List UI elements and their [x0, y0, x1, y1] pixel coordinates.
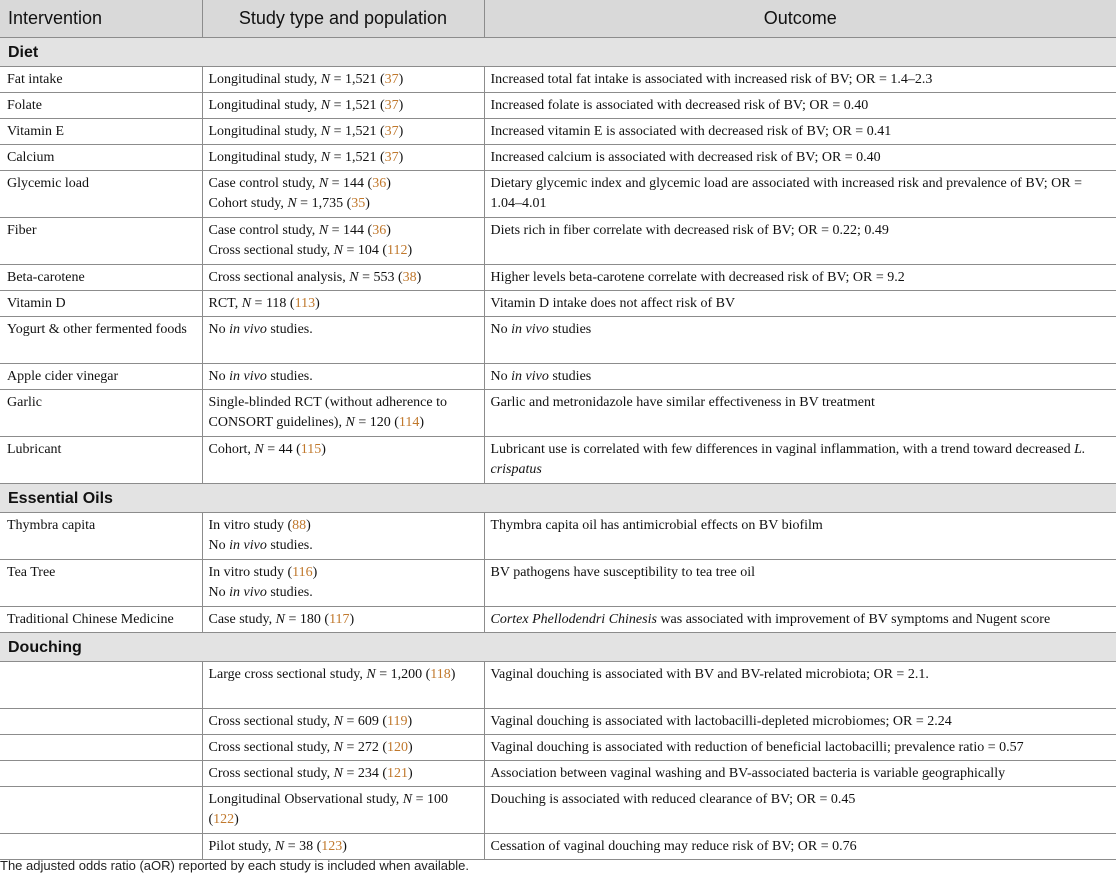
intervention-cell: Vitamin D — [0, 291, 202, 317]
intervention-cell — [0, 787, 202, 834]
citation-link[interactable]: 37 — [384, 98, 399, 113]
table-row — [0, 735, 1116, 761]
citation-link[interactable]: 117 — [329, 612, 350, 627]
citation-link[interactable]: 115 — [300, 442, 322, 457]
table-row — [0, 834, 1116, 860]
header-intervention: Intervention — [0, 0, 202, 38]
study-cell: Longitudinal study, N = 1,521 (37) — [202, 93, 484, 119]
intervention-cell: Garlic — [0, 390, 202, 437]
table-row — [0, 171, 1116, 218]
table-row — [0, 317, 1116, 364]
study-cell: In vitro study (88) No in vivo studies. — [202, 513, 484, 560]
study-cell: Cross sectional study, N = 609 (119) — [202, 709, 484, 735]
outcome-cell: Increased folate is associated with decreased risk of BV; OR = 0.40 — [484, 93, 1116, 119]
outcome-cell: Lubricant use is correlated with few differences in vaginal inflammation, with a trend toward decreased L. crispatus — [484, 437, 1116, 484]
outcome-cell: Association between vaginal washing and BV-associated bacteria is variable geographically — [484, 761, 1116, 787]
intervention-cell: Fiber — [0, 218, 202, 265]
study-cell: Case control study, N = 144 (36) Cohort study, N = 1,735 (35) — [202, 171, 484, 218]
citation-link[interactable]: 113 — [294, 296, 316, 311]
intervention-cell — [0, 662, 202, 709]
intervention-cell: Glycemic load — [0, 171, 202, 218]
study-cell: Cohort, N = 44 (115) — [202, 437, 484, 484]
study-cell: No in vivo studies. — [202, 317, 484, 364]
table-row — [0, 560, 1116, 607]
study-cell: Longitudinal study, N = 1,521 (37) — [202, 119, 484, 145]
study-cell: RCT, N = 118 (113) — [202, 291, 484, 317]
outcome-cell: No in vivo studies — [484, 317, 1116, 364]
table-row — [0, 709, 1116, 735]
citation-link[interactable]: 123 — [321, 839, 343, 854]
citation-link[interactable]: 88 — [292, 518, 307, 533]
outcome-cell: Vaginal douching is associated with BV and BV-related microbiota; OR = 2.1. — [484, 662, 1116, 709]
intervention-cell — [0, 709, 202, 735]
section-title-essential-oils: Essential Oils — [0, 484, 1116, 513]
intervention-cell: Tea Tree — [0, 560, 202, 607]
citation-link[interactable]: 121 — [387, 766, 408, 781]
citation-link[interactable]: 37 — [384, 150, 399, 165]
table-row — [0, 67, 1116, 93]
citation-link[interactable]: 37 — [384, 124, 399, 139]
study-cell: No in vivo studies. — [202, 364, 484, 390]
table-header-row — [0, 0, 1116, 38]
study-cell: Large cross sectional study, N = 1,200 (118) — [202, 662, 484, 709]
table-row — [0, 364, 1116, 390]
citation-link[interactable]: 37 — [384, 72, 399, 87]
table-row — [0, 787, 1116, 834]
outcome-cell: Dietary glycemic index and glycemic load are associated with increased risk and prevalence of BV; OR = 1.04–4.01 — [484, 171, 1116, 218]
section-title-diet: Diet — [0, 38, 1116, 67]
outcome-cell: Garlic and metronidazole have similar effectiveness in BV treatment — [484, 390, 1116, 437]
citation-link[interactable]: 118 — [430, 667, 451, 682]
study-cell: Longitudinal study, N = 1,521 (37) — [202, 67, 484, 93]
table-row — [0, 145, 1116, 171]
table-row — [0, 291, 1116, 317]
outcome-cell: Increased vitamin E is associated with decreased risk of BV; OR = 0.41 — [484, 119, 1116, 145]
intervention-cell — [0, 735, 202, 761]
citation-link[interactable]: 36 — [372, 223, 387, 238]
citation-link[interactable]: 36 — [372, 176, 387, 191]
intervention-cell: Thymbra capita — [0, 513, 202, 560]
table-row — [0, 119, 1116, 145]
study-cell: Cross sectional study, N = 234 (121) — [202, 761, 484, 787]
section-title-douching: Douching — [0, 633, 1116, 662]
citation-link[interactable]: 114 — [398, 415, 420, 430]
table-row — [0, 390, 1116, 437]
intervention-cell: Apple cider vinegar — [0, 364, 202, 390]
outcome-cell: No in vivo studies — [484, 364, 1116, 390]
outcome-cell: BV pathogens have susceptibility to tea tree oil — [484, 560, 1116, 607]
table-row — [0, 761, 1116, 787]
outcome-cell: Cortex Phellodendri Chinesis was associated with improvement of BV symptoms and Nugent score — [484, 607, 1116, 633]
study-cell: Longitudinal Observational study, N = 100 (122) — [202, 787, 484, 834]
outcome-cell: Vitamin D intake does not affect risk of BV — [484, 291, 1116, 317]
outcome-cell: Vaginal douching is associated with lactobacilli-depleted microbiomes; OR = 2.24 — [484, 709, 1116, 735]
outcome-cell: Diets rich in fiber correlate with decreased risk of BV; OR = 0.22; 0.49 — [484, 218, 1116, 265]
citation-link[interactable]: 116 — [292, 565, 313, 580]
section-row — [0, 633, 1116, 662]
outcome-cell: Increased calcium is associated with decreased risk of BV; OR = 0.40 — [484, 145, 1116, 171]
intervention-cell: Yogurt & other fermented foods — [0, 317, 202, 364]
table-row — [0, 437, 1116, 484]
header-outcome: Outcome — [484, 0, 1116, 38]
intervention-cell: Fat intake — [0, 67, 202, 93]
table-row — [0, 607, 1116, 633]
header-study-type: Study type and population — [202, 0, 484, 38]
citation-link[interactable]: 35 — [351, 196, 366, 211]
table-row — [0, 93, 1116, 119]
outcome-cell: Thymbra capita oil has antimicrobial effects on BV biofilm — [484, 513, 1116, 560]
study-cell: Case control study, N = 144 (36) Cross sectional study, N = 104 (112) — [202, 218, 484, 265]
outcome-cell: Douching is associated with reduced clearance of BV; OR = 0.45 — [484, 787, 1116, 834]
outcome-cell: Cessation of vaginal douching may reduce risk of BV; OR = 0.76 — [484, 834, 1116, 860]
study-cell: Case study, N = 180 (117) — [202, 607, 484, 633]
citation-link[interactable]: 120 — [387, 740, 408, 755]
citation-link[interactable]: 112 — [387, 243, 408, 258]
table-row — [0, 513, 1116, 560]
intervention-cell — [0, 834, 202, 860]
intervention-cell: Vitamin E — [0, 119, 202, 145]
outcome-cell: Higher levels beta-carotene correlate with decreased risk of BV; OR = 9.2 — [484, 265, 1116, 291]
table-footnote: The adjusted odds ratio (aOR) reported by each study is included when available. — [0, 858, 469, 873]
outcome-cell: Increased total fat intake is associated with increased risk of BV; OR = 1.4–2.3 — [484, 67, 1116, 93]
citation-link[interactable]: 119 — [387, 714, 408, 729]
intervention-cell: Folate — [0, 93, 202, 119]
section-row — [0, 484, 1116, 513]
intervention-cell: Beta-carotene — [0, 265, 202, 291]
table-row — [0, 218, 1116, 265]
table-row — [0, 265, 1116, 291]
intervention-cell — [0, 761, 202, 787]
outcome-cell: Vaginal douching is associated with reduction of beneficial lactobacilli; prevalence ratio = 0.57 — [484, 735, 1116, 761]
section-row — [0, 38, 1116, 67]
citation-link[interactable]: 38 — [402, 270, 417, 285]
study-cell: Longitudinal study, N = 1,521 (37) — [202, 145, 484, 171]
study-cell: Pilot study, N = 38 (123) — [202, 834, 484, 860]
study-cell: Cross sectional study, N = 272 (120) — [202, 735, 484, 761]
study-cell: In vitro study (116) No in vivo studies. — [202, 560, 484, 607]
table-row — [0, 662, 1116, 709]
intervention-cell: Traditional Chinese Medicine — [0, 607, 202, 633]
study-cell: Single-blinded RCT (without adherence to CONSORT guidelines), N = 120 (114) — [202, 390, 484, 437]
study-cell: Cross sectional analysis, N = 553 (38) — [202, 265, 484, 291]
citation-link[interactable]: 122 — [213, 812, 235, 827]
intervention-cell: Lubricant — [0, 437, 202, 484]
intervention-cell: Calcium — [0, 145, 202, 171]
